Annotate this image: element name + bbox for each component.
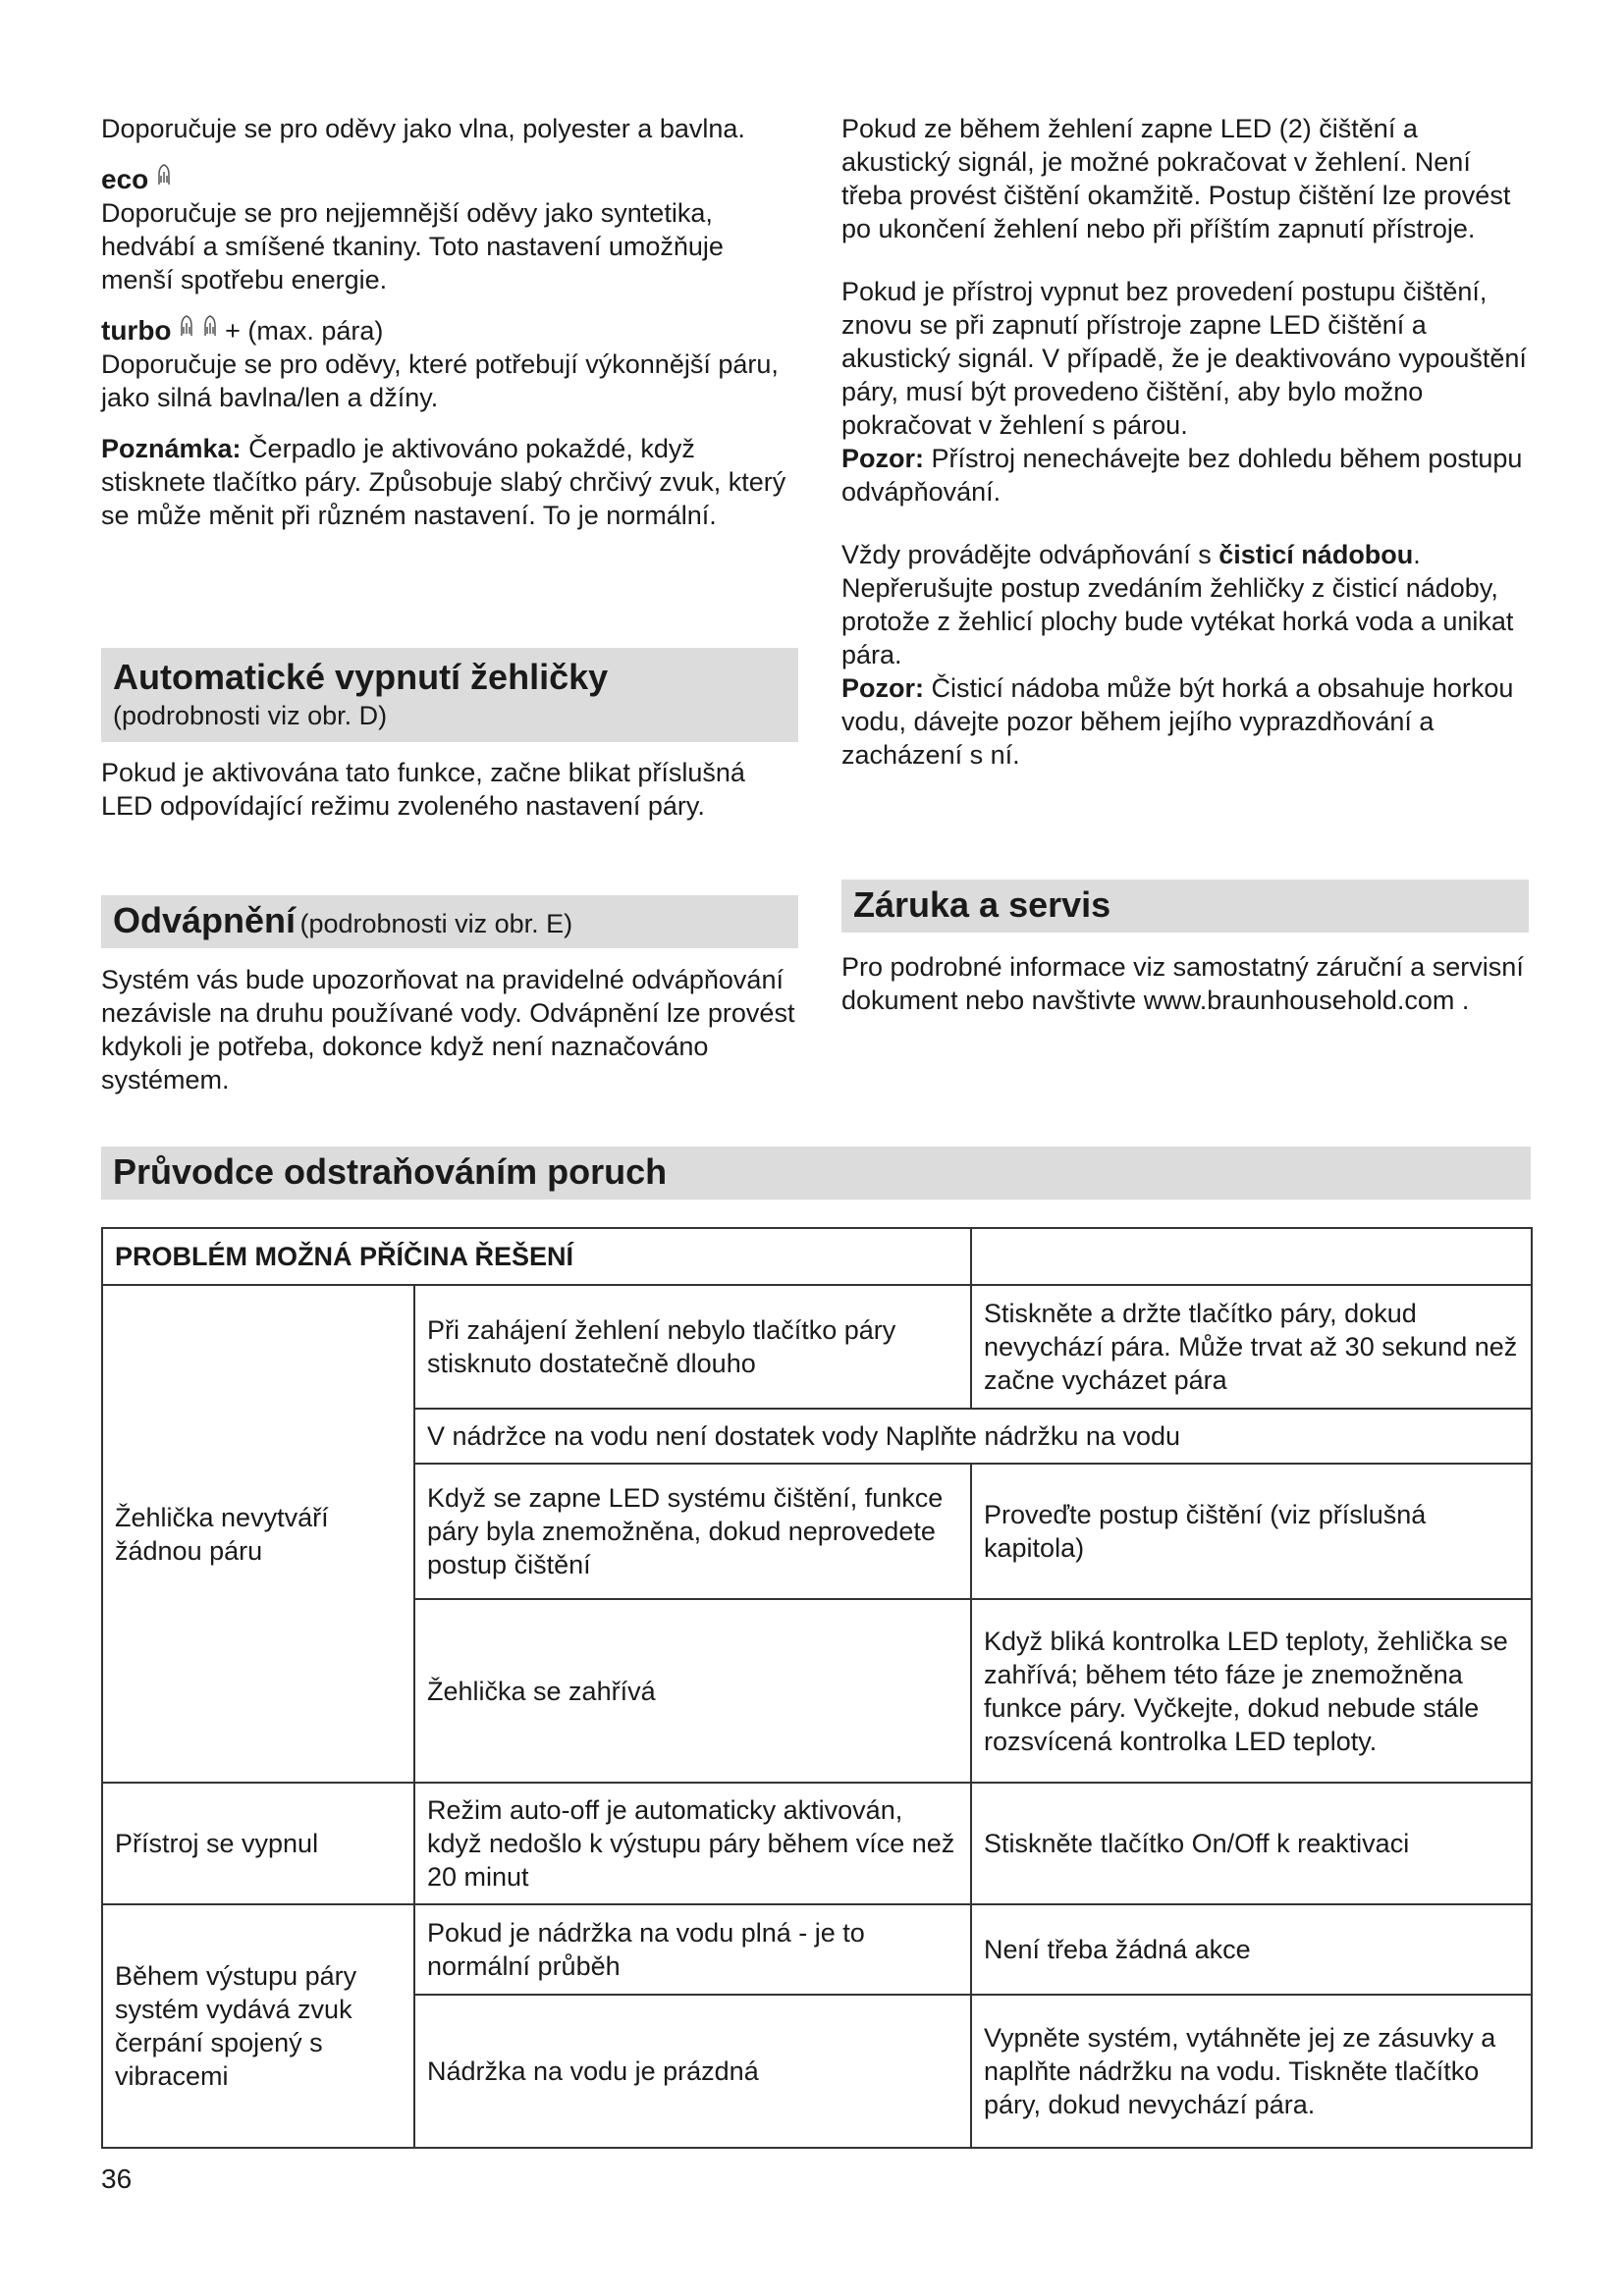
table-header: PROBLÉM MOŽNÁ PŘÍČINA ŘEŠENÍ bbox=[102, 1228, 971, 1285]
cause-cell: Žehlička se zahřívá bbox=[414, 1599, 971, 1783]
caution-1 bbox=[841, 442, 1529, 508]
steam-icon bbox=[202, 314, 218, 340]
turbo-text: Doporučuje se pro oděvy, které potřebují výkonnější páru, jako silná bavlna/len a džíny. bbox=[101, 349, 779, 412]
descaling-body bbox=[101, 963, 798, 1096]
right-para-3 bbox=[841, 538, 1529, 671]
cause-cell: Nádržka na vodu je prázdná bbox=[414, 1995, 971, 2148]
right-para-1: Pokud ze během žehlení zapne LED (2) čištění a akustický signál, je možné pokračovat v žehlení. Není třeba provést čištění okamžitě. Postup čištění lze provést po ukončení žehlení nebo při příštím zapnutí přístroje. bbox=[841, 114, 1511, 243]
descaling-subtitle: (podrobnosti viz obr. E) bbox=[299, 909, 573, 938]
merged-cell: V nádržce na vodu není dostatek vody Naplňte nádržku na vodu bbox=[414, 1409, 1532, 1464]
table-row bbox=[102, 1783, 1532, 1904]
turbo-suffix: + (max. pára) bbox=[225, 316, 384, 346]
caution-2-label: Pozor: bbox=[841, 673, 924, 703]
solution-cell: Není třeba žádná akce bbox=[971, 1904, 1532, 1995]
right-column bbox=[841, 112, 1529, 772]
solution-cell: Když bliká kontrolka LED teploty, žehlička se zahřívá; během této fáze je znemožněna funkce páry. Vyčkejte, dokud nebude stále rozsvícená kontrolka LED teploty. bbox=[971, 1599, 1532, 1783]
problem-cell: Během výstupu páry systém vydává zvuk čerpání spojený s vibracemi bbox=[102, 1904, 414, 2148]
steam-icon bbox=[179, 314, 194, 340]
descaling-heading bbox=[101, 895, 798, 948]
troubleshooting-heading bbox=[101, 1147, 1531, 1200]
problem-cell: Přístroj se vypnul bbox=[102, 1783, 414, 1904]
turbo-heading bbox=[101, 314, 798, 347]
para-3-end: . Nepřerušujte postup zvedáním žehličky z čisticí nádoby, protože z žehlicí plochy bude vytékat horká voda a unikat pára. bbox=[841, 540, 1514, 669]
auto-off-title: Automatické vypnutí žehličky bbox=[113, 657, 609, 697]
note-paragraph bbox=[101, 432, 798, 532]
para-3-bold: čisticí nádobou bbox=[1218, 540, 1414, 569]
table-header-empty bbox=[971, 1228, 1532, 1285]
eco-label: eco bbox=[101, 164, 149, 194]
troubleshooting-table bbox=[101, 1227, 1533, 2149]
intro-text: Doporučuje se pro oděvy jako vlna, polyester a bavlna. bbox=[101, 114, 745, 143]
solution-cell: Stiskněte a držte tlačítko páry, dokud nevychází pára. Může trvat až 30 sekund než začne vycházet pára bbox=[971, 1285, 1532, 1409]
table-header-row bbox=[102, 1228, 1532, 1285]
problem-cell: Žehlička nevytváří žádnou páru bbox=[102, 1285, 414, 1783]
warranty-heading bbox=[841, 880, 1529, 933]
descaling-title: Odvápnění bbox=[113, 900, 297, 940]
caution-1-label: Pozor: bbox=[841, 444, 924, 473]
cause-cell: Režim auto-off je automaticky aktivován, když nedošlo k výstupu páry během více než 20 minut bbox=[414, 1783, 971, 1904]
eco-heading bbox=[101, 163, 798, 196]
auto-off-body bbox=[101, 756, 798, 823]
auto-off-heading bbox=[101, 648, 798, 742]
table-row bbox=[102, 1285, 1532, 1409]
caution-1-text: Přístroj nenechávejte bez dohledu během postupu odvápňování. bbox=[841, 444, 1523, 507]
solution-cell: Vypněte systém, vytáhněte jej ze zásuvky a naplňte nádržku na vodu. Tiskněte tlačítko páry, dokud nevychází pára. bbox=[971, 1995, 1532, 2148]
warranty-body bbox=[841, 950, 1529, 1017]
solution-cell: Stiskněte tlačítko On/Off k reaktivaci bbox=[971, 1783, 1532, 1904]
eco-text: Doporučuje se pro nejjemnější oděvy jako syntetika, hedvábí a smíšené tkaniny. Toto nastavení umožňuje menší spotřebu energie. bbox=[101, 198, 724, 294]
descaling-text: Systém vás bude upozorňovat na pravidelné odvápňování nezávisle na druhu používané vody. Odvápnění lze provést kdykoli je potřeba, dokonce když není naznačováno systémem. bbox=[101, 965, 795, 1095]
table-row bbox=[102, 1904, 1532, 1995]
caution-2 bbox=[841, 671, 1529, 772]
page-number: 36 bbox=[101, 2163, 133, 2194]
note-label: Poznámka: bbox=[101, 434, 242, 463]
left-column bbox=[101, 112, 798, 532]
solution-cell: Proveďte postup čištění (viz příslušná kapitola) bbox=[971, 1464, 1532, 1599]
caution-2-text: Čisticí nádoba může být horká a obsahuje horkou vodu, dávejte pozor během jejího vyprazdňování a zacházení s ní. bbox=[841, 673, 1514, 770]
troubleshooting-title: Průvodce odstraňováním poruch bbox=[113, 1151, 668, 1192]
turbo-label: turbo bbox=[101, 315, 172, 346]
cause-cell: Když se zapne LED systému čištění, funkce páry byla znemožněna, dokud neprovedete postup čištění bbox=[414, 1464, 971, 1599]
cause-cell: Pokud je nádržka na vodu plná - je to normální průběh bbox=[414, 1904, 971, 1995]
note-text: Čerpadlo je aktivováno pokaždé, když stisknete tlačítko páry. Způsobuje slabý chrčivý zvuk, který se může měnit při různém nastavení. To je normální. bbox=[101, 434, 786, 530]
cause-cell: Při zahájení žehlení nebylo tlačítko páry stisknuto dostatečně dlouho bbox=[414, 1285, 971, 1409]
right-para-2: Pokud je přístroj vypnut bez provedení postupu čištění, znovu se při zapnutí přístroje zapne LED čištění a akustický signál. V případě, že je deaktivováno vypouštění páry, musí být provedeno čištění, aby bylo možno pokračovat v žehlení s párou. bbox=[841, 277, 1527, 440]
warranty-title: Záruka a servis bbox=[853, 884, 1111, 925]
warranty-text: Pro podrobné informace viz samostatný záruční a servisní dokument nebo navštivte www.braunhousehold.com . bbox=[841, 952, 1524, 1015]
para-3-start: Vždy provádějte odvápňování s bbox=[841, 540, 1212, 569]
steam-icon bbox=[156, 163, 172, 188]
auto-off-subtitle: (podrobnosti viz obr. D) bbox=[113, 701, 388, 730]
auto-off-text: Pokud je aktivována tato funkce, začne blikat příslušná LED odpovídající režimu zvoleného nastavení páry. bbox=[101, 758, 745, 821]
